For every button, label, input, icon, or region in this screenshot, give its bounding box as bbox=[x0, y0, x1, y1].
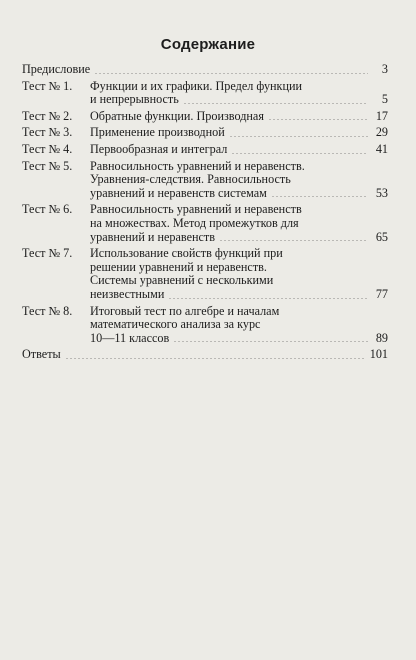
toc-entry-text: Итоговый тест по алгебре и началам bbox=[90, 303, 280, 318]
toc-entry-number: Тест № 6. bbox=[22, 202, 73, 217]
toc-entry-title bbox=[90, 203, 388, 244]
toc-entry bbox=[22, 247, 388, 301]
toc-entry-line bbox=[90, 203, 388, 217]
toc-page-number: 53 bbox=[375, 185, 388, 200]
toc-entry-text: неизвестными bbox=[90, 286, 165, 301]
toc-entry-text: Равносильность уравнений и неравенств. bbox=[90, 158, 305, 173]
leader-dots bbox=[65, 358, 366, 359]
toc-entry-title bbox=[90, 126, 388, 140]
leader-dots bbox=[219, 240, 368, 241]
toc-entry-title bbox=[22, 348, 388, 362]
toc-entry-text: уравнений и неравенств системам bbox=[90, 185, 267, 200]
toc-entry-line bbox=[90, 332, 388, 346]
leader-dots bbox=[183, 103, 368, 104]
toc-entry-text: Использование свойств функций при bbox=[90, 246, 283, 261]
leader-dots bbox=[173, 341, 368, 342]
toc-entry-title bbox=[90, 160, 388, 201]
toc-entry bbox=[22, 348, 388, 362]
toc-page-number: 41 bbox=[375, 141, 388, 156]
toc-entry-line bbox=[90, 231, 388, 245]
leader-dots bbox=[231, 153, 368, 154]
toc-entry bbox=[22, 126, 388, 140]
toc-entry bbox=[22, 80, 388, 107]
toc-entry-number: Тест № 7. bbox=[22, 246, 73, 261]
toc-entry-text: Равносильность уравнений и неравенств bbox=[90, 202, 302, 217]
toc-entry-text: Применение производной bbox=[90, 125, 225, 140]
toc-entry-number: Тест № 3. bbox=[22, 125, 73, 140]
toc-entry-text: 10—11 классов bbox=[90, 330, 170, 345]
toc-entry-number: Тест № 2. bbox=[22, 108, 73, 123]
toc-page-number: 3 bbox=[381, 62, 388, 76]
leader-dots bbox=[229, 136, 368, 137]
toc-entry-line bbox=[90, 288, 388, 302]
toc-entry-text: Первообразная и интеграл bbox=[90, 141, 228, 156]
toc-entry-text: Ответы bbox=[22, 347, 61, 362]
toc-entry-title bbox=[90, 305, 388, 346]
toc-entry-text: Уравнения-следствия. Равносильность bbox=[90, 172, 291, 187]
toc-entry-line bbox=[90, 143, 388, 157]
toc-entry-line bbox=[90, 160, 388, 174]
toc-entry-title bbox=[22, 63, 388, 77]
leader-dots bbox=[94, 73, 368, 74]
toc-entry-line bbox=[90, 261, 388, 275]
toc-entry-line bbox=[90, 318, 388, 332]
toc-entry-line bbox=[90, 247, 388, 261]
toc-page-number: 65 bbox=[375, 229, 388, 244]
leader-dots bbox=[271, 196, 368, 197]
toc-entry-line bbox=[90, 274, 388, 288]
toc-entry-line bbox=[90, 187, 388, 201]
toc-entry-line bbox=[90, 93, 388, 107]
toc-entry-number: Тест № 1. bbox=[22, 78, 73, 93]
toc-entry bbox=[22, 143, 388, 157]
toc-entry-line bbox=[90, 173, 388, 187]
table-of-contents bbox=[22, 63, 388, 365]
toc-entry-text: Функции и их графики. Предел функции bbox=[90, 78, 303, 93]
toc-page-number: 89 bbox=[375, 330, 388, 345]
toc-entry-line bbox=[90, 305, 388, 319]
toc-page-number: 5 bbox=[381, 92, 388, 107]
toc-entry-text: решении уравнений и неравенств. bbox=[90, 259, 267, 274]
toc-entry-number: Тест № 5. bbox=[22, 158, 73, 173]
toc-page-number: 17 bbox=[375, 108, 388, 123]
toc-page-number: 29 bbox=[375, 125, 388, 140]
toc-entry-line bbox=[90, 110, 388, 124]
toc-entry-line bbox=[90, 126, 388, 140]
toc-entry-text: математического анализа за курс bbox=[90, 317, 261, 332]
toc-entry bbox=[22, 110, 388, 124]
toc-entry-title bbox=[90, 110, 388, 124]
toc-entry-text: и непрерывность bbox=[90, 92, 179, 107]
leader-dots bbox=[168, 298, 368, 299]
toc-entry-line bbox=[22, 348, 388, 362]
toc-entry-number: Тест № 8. bbox=[22, 303, 73, 318]
toc-page-number: 77 bbox=[375, 286, 388, 301]
toc-entry-title bbox=[90, 80, 388, 107]
toc-page-number: 101 bbox=[369, 347, 388, 362]
toc-entry-number: Тест № 4. bbox=[22, 141, 73, 156]
toc-entry-text: Предисловие bbox=[22, 62, 91, 76]
toc-entry-text: Системы уравнений с несколькими bbox=[90, 273, 274, 288]
toc-entry-title bbox=[90, 247, 388, 301]
toc-entry-text: на множествах. Метод промежутков для bbox=[90, 215, 299, 230]
leader-dots bbox=[268, 119, 368, 120]
toc-entry bbox=[22, 203, 388, 244]
toc-entry-line bbox=[90, 80, 388, 94]
toc-entry-title bbox=[90, 143, 388, 157]
toc-entry-line bbox=[22, 63, 388, 77]
toc-entry bbox=[22, 160, 388, 201]
toc-entry-line bbox=[90, 217, 388, 231]
toc-entry-text: Обратные функции. Производная bbox=[90, 108, 264, 123]
toc-entry-text: уравнений и неравенств bbox=[90, 229, 216, 244]
page-title: Содержание bbox=[160, 36, 256, 53]
toc-entry bbox=[22, 63, 388, 77]
toc-entry bbox=[22, 305, 388, 346]
